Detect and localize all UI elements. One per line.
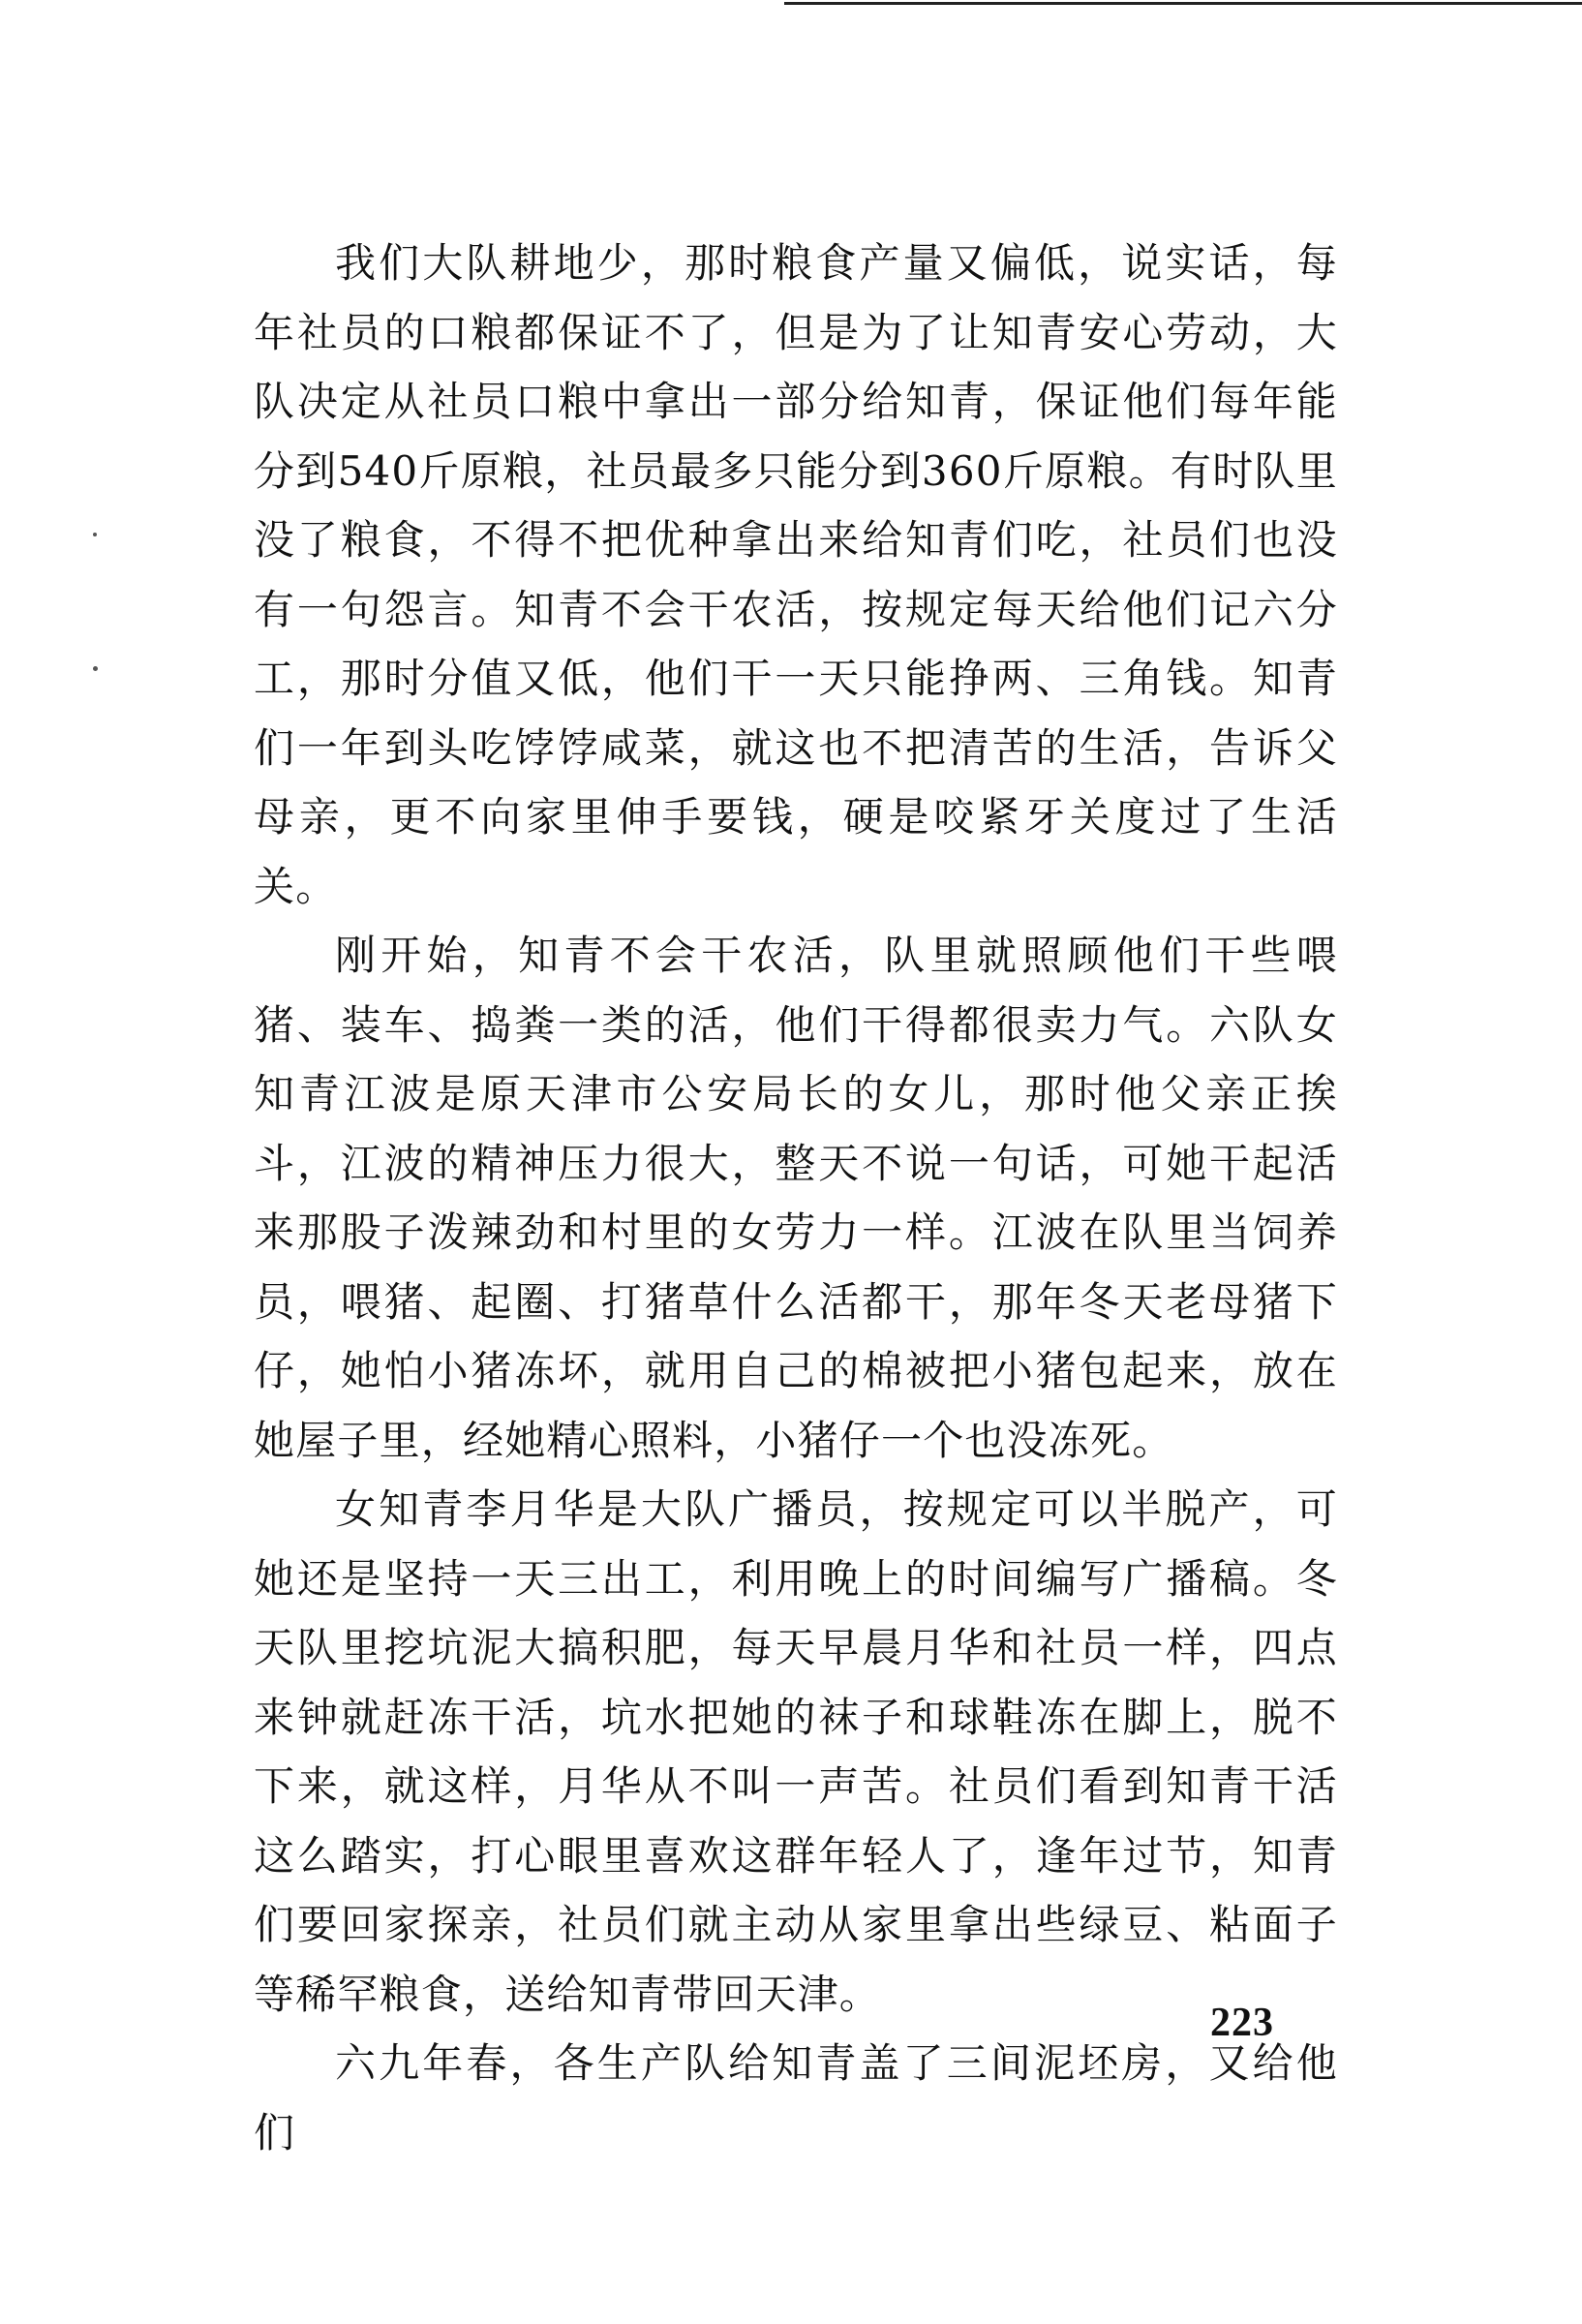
paragraph: 刚开始，知青不会干农活，队里就照顾他们干些喂猪、装车、捣粪一类的活，他们干得都很卖力气。六队女知青江波是原天津市公安局长的女儿，那时他父亲正挨斗，江波的精神压力很大，整天不说一句话，可她干起活来那股子泼辣劲和村里的女劳力一样。江波在队里当饲养员，喂猪、起圈、打猪草什么活都干，那年冬天老母猪下仔，她怕小猪冻坏，就用自己的棉被把小猪包起来，放在她屋子里，经她精心照料，小猪仔一个也没冻死。 xyxy=(254,932,1338,1464)
paragraph: 六九年春，各生产队给知青盖了三间泥坯房，又给他们 xyxy=(254,2039,1338,2156)
page-number: 223 xyxy=(1210,2001,1274,2045)
body-text xyxy=(254,229,1338,2167)
paragraph: 女知青李月华是大队广播员，按规定可以半脱产，可她还是坚持一天三出工，利用晚上的时间编写广播稿。冬天队里挖坑泥大搞积肥，每天早晨月华和社员一样，四点来钟就赶冻干活，坑水把她的袜子和球鞋冻在脚上，脱不下来，就这样，月华从不叫一声苦。社员们看到知青干活这么踏实，打心眼里喜欢这群年轻人了，逢年过节，知青们要回家探亲，社员们就主动从家里拿出些绿豆、粘面子等稀罕粮食，送给知青带回天津。 xyxy=(254,1485,1338,2018)
paragraph: 我们大队耕地少，那时粮食产量又偏低，说实话，每年社员的口粮都保证不了，但是为了让知青安心劳动，大队决定从社员口粮中拿出一部分给知青，保证他们每年能分到540斤原粮，社员最多只能分到360斤原粮。有时队里没了粮食，不得不把优种拿出来给知青们吃，社员们也没有一句怨言。知青不会干农活，按规定每天给他们记六分工，那时分值又低，他们干一天只能挣两、三角钱。知青们一年到头吃饽饽咸菜，就这也不把清苦的生活，告诉父母亲，更不向家里伸手要钱，硬是咬紧牙关度过了生活关。 xyxy=(254,239,1338,910)
top-edge-rule xyxy=(784,2,1582,5)
scan-speck xyxy=(93,666,98,671)
scan-speck xyxy=(93,533,97,536)
